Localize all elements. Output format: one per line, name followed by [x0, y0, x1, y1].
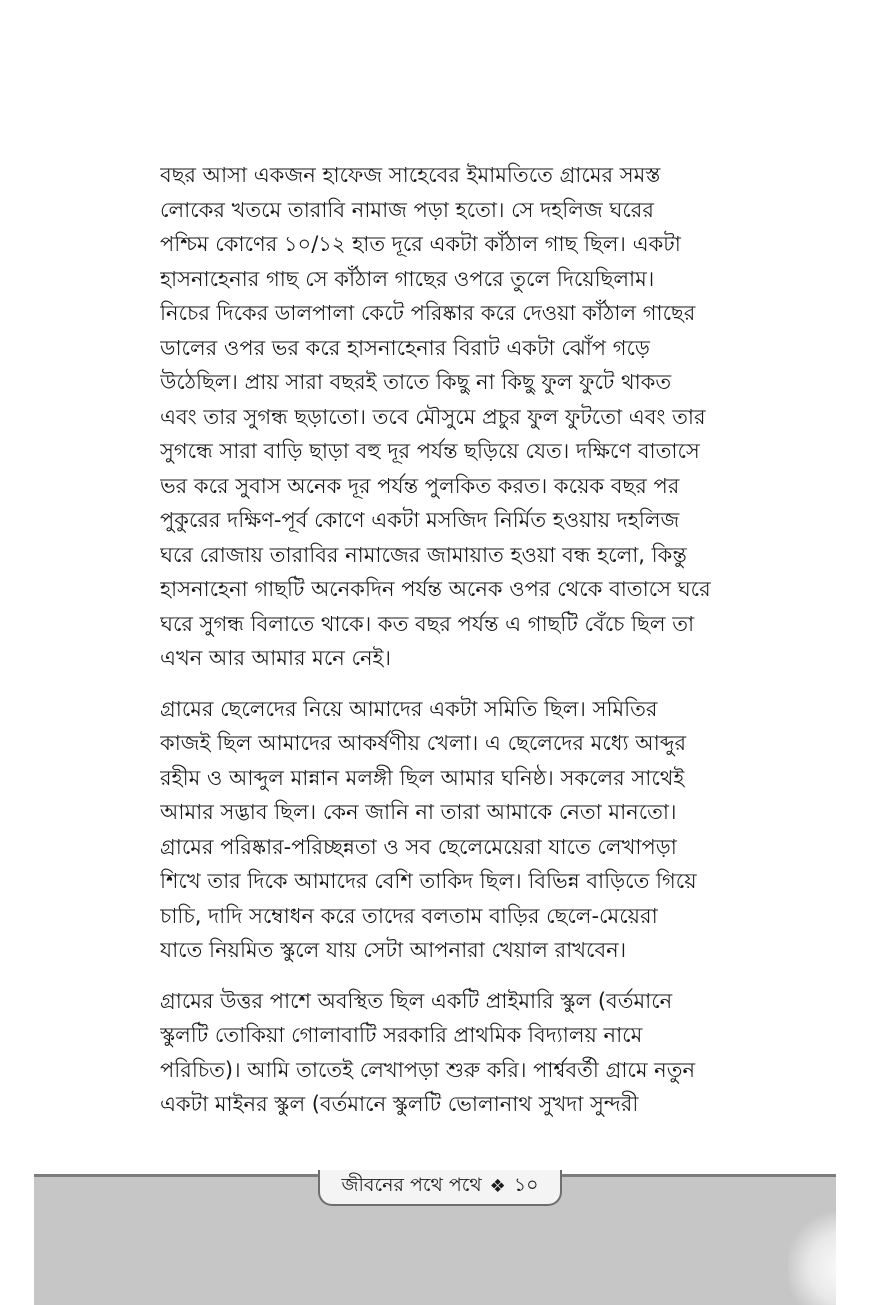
page-number: ১০	[513, 1174, 539, 1196]
text-line: লোকের খতমে তারাবি নামাজ পড়া হতো। সে দহলিজ ঘরের	[160, 197, 654, 222]
text-line: হাসনাহেনা গাছটি অনেকদিন পর্যন্ত অনেক ওপর থেকে বাতাসে ঘরে	[160, 577, 711, 601]
text-line: ভর করে সুবাস অনেক দূর পর্যন্ত পুলকিত করত। কয়েক বছর পর	[160, 473, 680, 498]
running-footer	[318, 1170, 562, 1206]
text-line: বছর আসা একজন হাফেজ সাহেবের ইমামতিতে গ্রামের সমস্ত	[160, 163, 661, 187]
text-line: পুকুরের দক্ষিণ-পূর্ব কোণে একটা মসজিদ নির্মিত হওয়ায় দহলিজ	[160, 508, 680, 532]
text-line: পশ্চিম কোণের ১০/১২ হাত দূরে একটা কাঁঠাল গাছ ছিল। একটা	[160, 232, 681, 256]
text-line: চাচি, দাদি সম্বোধন করে তাদের বলতাম বাড়ির ছেলে-মেয়েরা	[160, 903, 658, 928]
text-line: ঘরে রোজায় তারাবির নামাজের জামায়াত হওয়া বন্ধ হলো, কিন্তু	[160, 542, 687, 567]
text-line: কাজই ছিল আমাদের আকর্ষণীয় খেলা। এ ছেলেদের মধ্যে আব্দুর	[160, 731, 687, 755]
text-line: গ্রামের ছেলেদের নিয়ে আমাদের একটা সমিতি ছিল। সমিতির	[160, 696, 658, 721]
paragraph-1	[160, 158, 720, 676]
scan-glare	[788, 1212, 870, 1305]
text-line: গ্রামের উত্তর পাশে অবস্থিত ছিল একটি প্রাইমারি স্কুল (বর্তমানে	[160, 988, 673, 1013]
paragraph-2	[160, 692, 720, 968]
text-line: ডালের ওপর ভর করে হাসনাহেনার বিরাট একটা ঝোঁপ গড়ে	[160, 335, 650, 360]
ornament-icon: ❖	[489, 1176, 506, 1197]
body-text	[160, 158, 720, 1122]
paragraph-3	[160, 984, 720, 1122]
text-line: রহীম ও আব্দুল মান্নান মলঙ্গী ছিল আমার ঘনিষ্ঠ। সকলের সাথেই	[160, 765, 685, 790]
text-line: উঠেছিল। প্রায় সারা বছরই তাতে কিছু না কিছু ফুল ফুটে থাকত	[160, 370, 672, 394]
text-line: ঘরে সুগন্ধ বিলাতে থাকে। কত বছর পর্যন্ত এ গাছটি বেঁচে ছিল তা	[160, 611, 695, 636]
text-line: হাসনাহেনার গাছ সে কাঁঠাল গাছের ওপরে তুলে দিয়েছিলাম।	[160, 266, 655, 291]
book-title: জীবনের পথে পথে	[341, 1174, 482, 1196]
text-line: গ্রামের পরিষ্কার-পরিচ্ছন্নতা ও সব ছেলেমেয়েরা যাতে লেখাপড়া	[160, 834, 677, 859]
text-line: পরিচিত)। আমি তাতেই লেখাপড়া শুরু করি। পার্শ্ববর্তী গ্রামে নতুন	[160, 1057, 696, 1082]
text-line: এখন আর আমার মনে নেই।	[160, 646, 391, 670]
text-line: নিচের দিকের ডালপালা কেটে পরিষ্কার করে দেওয়া কাঁঠাল গাছের	[160, 301, 696, 325]
text-line: স্কুলটি তোকিয়া গোলাবাটি সরকারি প্রাথমিক বিদ্যালয় নামে	[160, 1023, 643, 1047]
text-line: এবং তার সুগন্ধ ছড়াতো। তবে মৌসুমে প্রচুর ফুল ফুটতো এবং তার	[160, 404, 706, 429]
text-line: শিখে তার দিকে আমাদের বেশি তাকিদ ছিল। বিভিন্ন বাড়িতে গিয়ে	[160, 869, 697, 893]
text-line: একটা মাইনর স্কুল (বর্তমানে স্কুলটি ভোলানাথ সুখদা সুন্দরী	[160, 1092, 639, 1116]
text-line: আমার সদ্ভাব ছিল। কেন জানি না তারা আমাকে নেতা মানতো।	[160, 800, 677, 824]
text-line: যাতে নিয়মিত স্কুলে যায় সেটা আপনারা খেয়াল রাখবেন।	[160, 938, 627, 962]
text-line: সুগন্ধে সারা বাড়ি ছাড়া বহু দূর পর্যন্ত ছড়িয়ে যেত। দক্ষিণে বাতাসে	[160, 439, 700, 463]
